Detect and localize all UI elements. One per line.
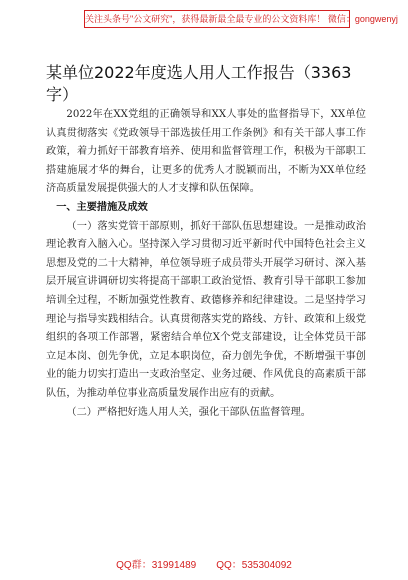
body-paragraph: （二）严格把好选人用人关，强化干部队伍监督管理。 <box>66 406 311 418</box>
intro-paragraph: 2022年在XX党组的正确领导和XX人事处的监督指导下，XX单位认真贯彻落实《党政领导干部选拔任用工作条例》和有关干部人事工作政策，着力抓好干部教育培养、使用和监督管理工作，积极为干部职工搭建施展才华的舞台，让更多的优秀人才脱颖而出，不断为XX单位经济高质量发展提供强大的人才支撑和队伍保障。 <box>46 109 366 195</box>
section-heading: 一、主要措施及成效 <box>56 201 148 213</box>
body-paragraph: （一）落实党管干部原则，抓好干部队伍思想建设。一是推动政治理论教育入脑入心。坚持深入学习贯彻习近平新时代中国特色社会主义思想及党的二十大精神，单位领导班子成员带头开展学习研讨、深入基层开展宣讲调研切实将提高干部职工政治觉悟、教育引导干部职工参加培训全过程，不断加强党性教育、政德修养和纪律建设。二是坚持学习理论与指导实践相结合。认真贯彻落实党的路线、方针、政策和上级党组织的各项工作部署，紧密结合单位X个党支部建设，让全体党员干部立足本岗、创先争优，立足本职岗位，奋力创先争优，不断增强干事创业的能力切实打造出一支政治坚定、业务过硬、作风优良的高素质干部队伍，为推动单位事业高质量发展作出应有的贡献。 <box>46 220 366 399</box>
qq-group-number[interactable]: 31991489 <box>151 560 197 571</box>
qq-number[interactable]: 535304092 <box>241 560 292 571</box>
qq-group-label: QQ群： <box>116 560 152 571</box>
contact-footer <box>0 556 408 571</box>
document-title: 某单位2022年度选人用人工作报告（3363字） <box>46 63 352 104</box>
qq-label: QQ： <box>216 560 242 571</box>
promo-banner[interactable]: 关注头条号"公文研究"，获得最新最全最专业的公文资料库！ 微信：gongwenyj <box>84 10 350 28</box>
document-body <box>46 106 366 422</box>
